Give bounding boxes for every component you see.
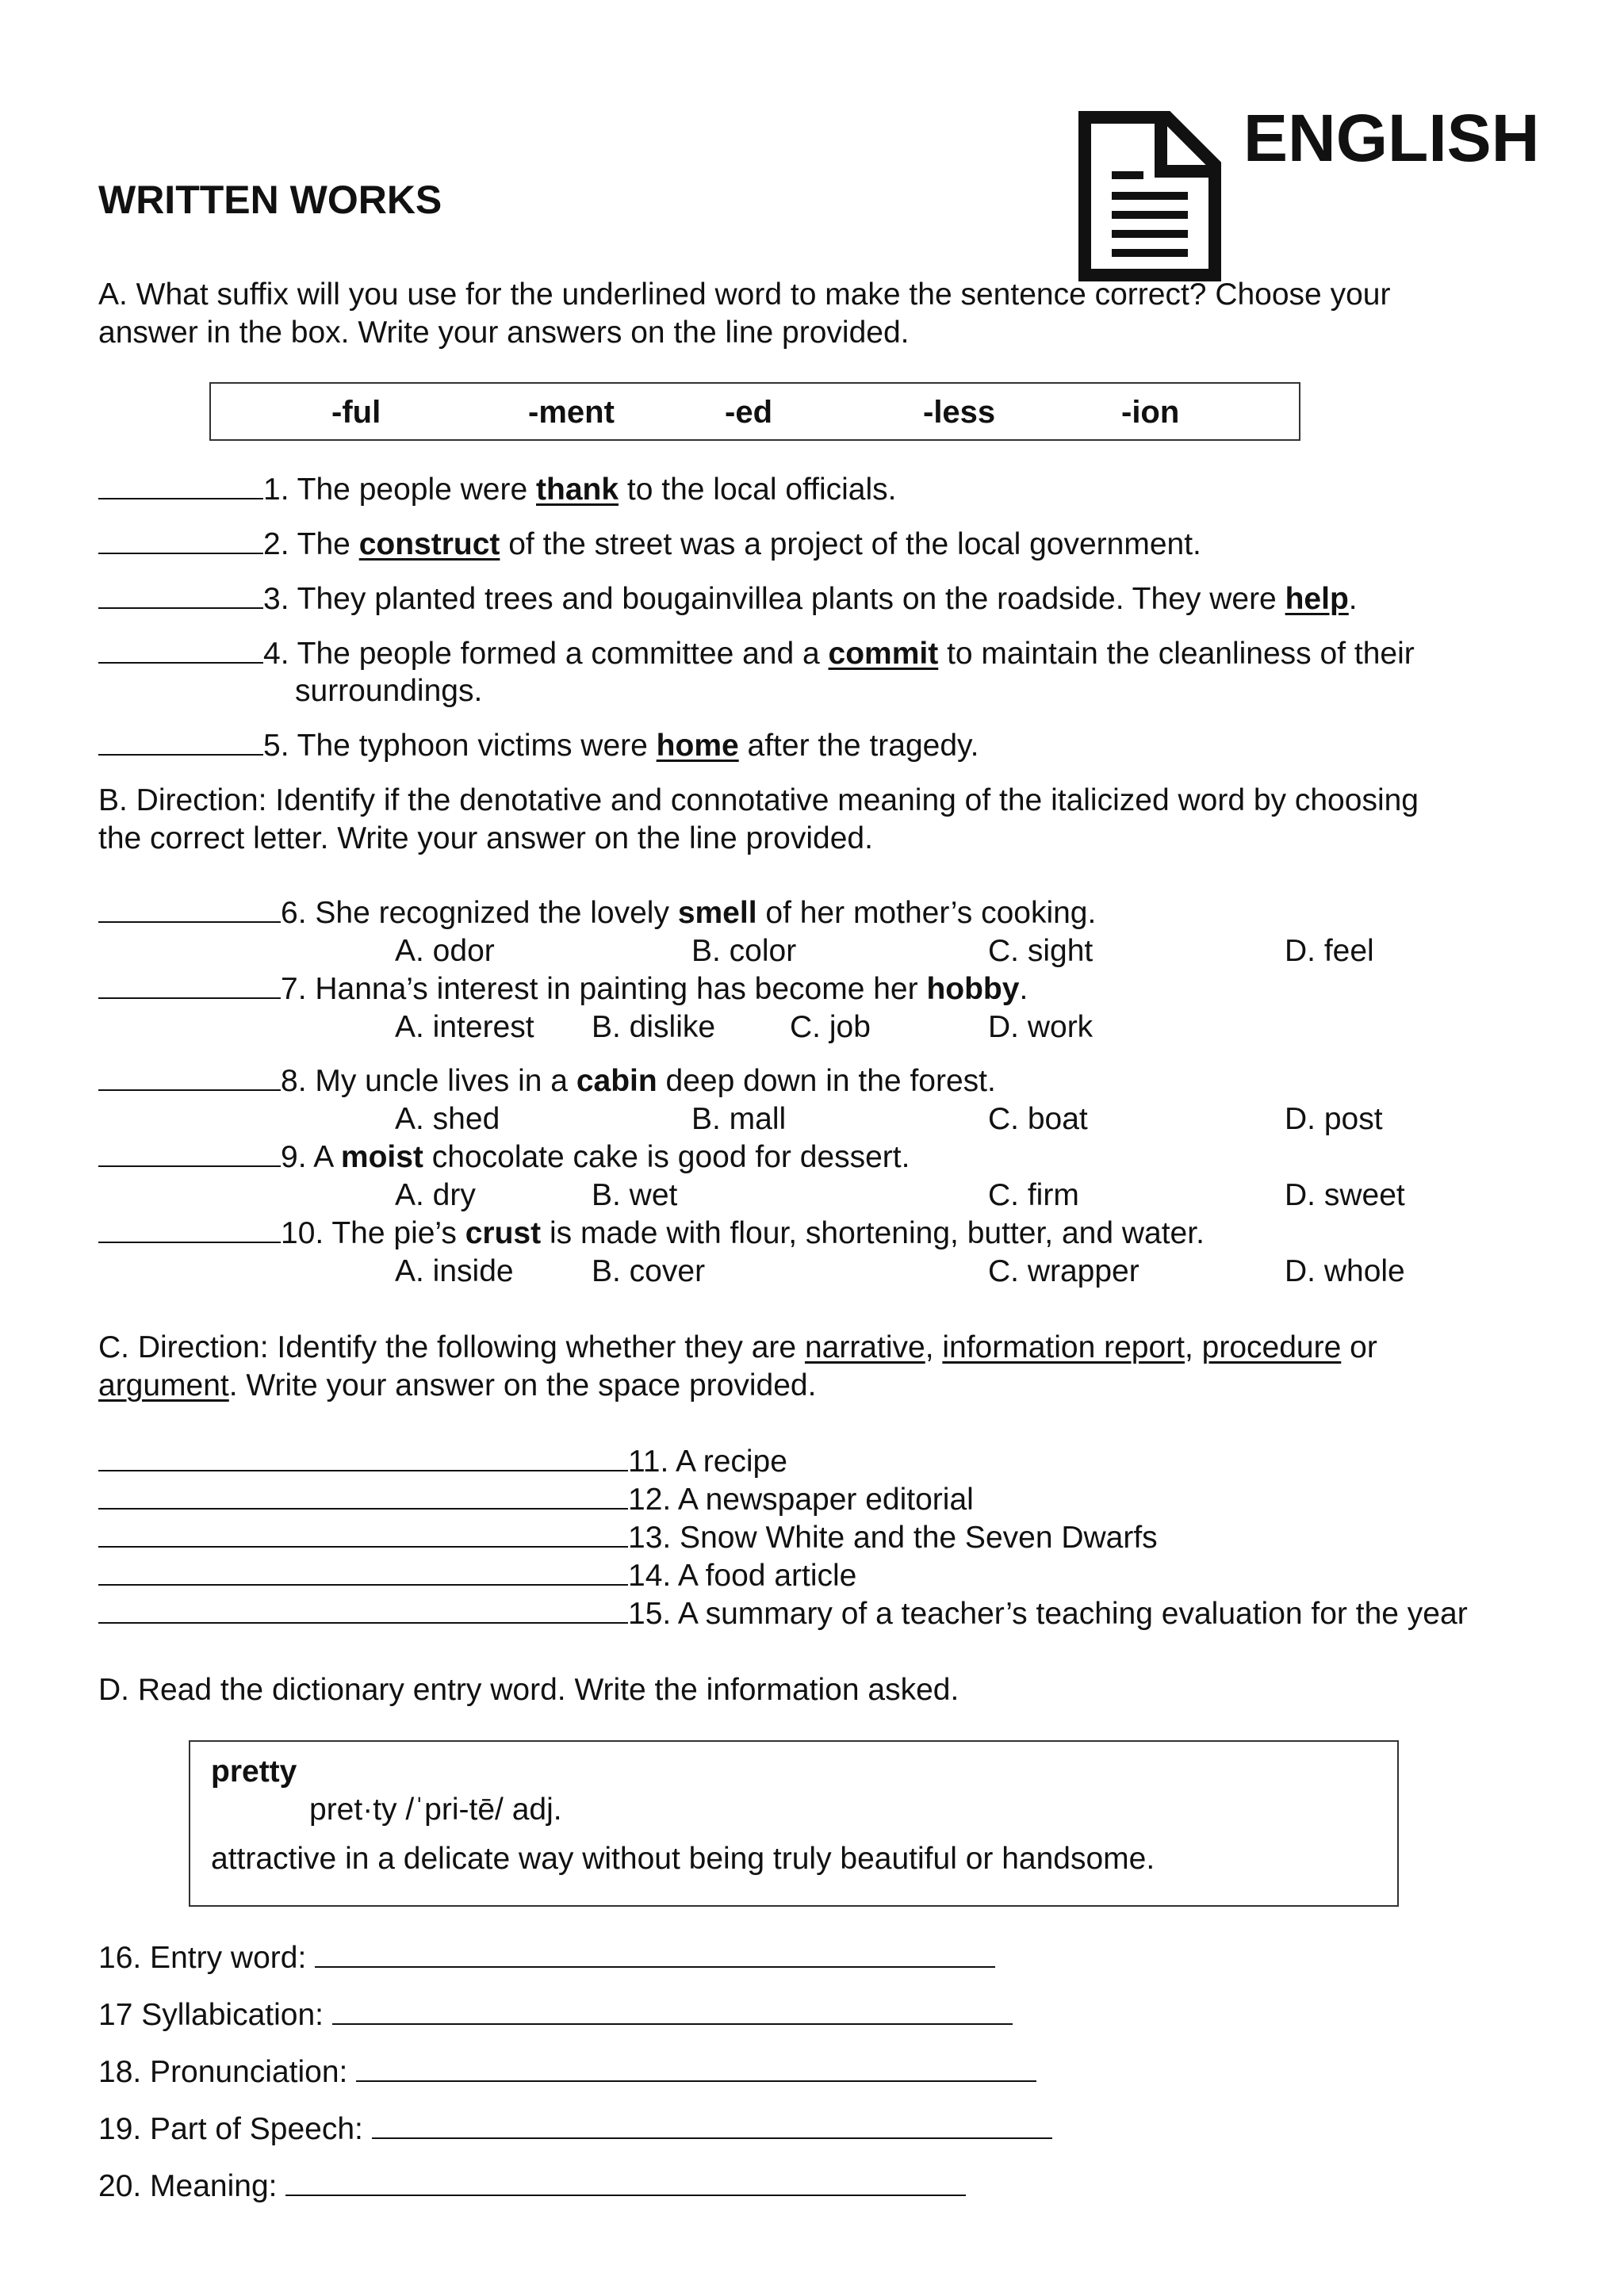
answer-line[interactable] xyxy=(98,1218,281,1243)
answer-line[interactable] xyxy=(372,2114,1052,2139)
section-c-instruction: C. Direction: Identify the following whether they are narrative, information report, procedure or xyxy=(98,1330,1377,1364)
answer-line[interactable] xyxy=(98,529,263,554)
answer-line[interactable] xyxy=(332,1999,1013,2025)
question-12: 12. A newspaper editorial xyxy=(98,1481,974,1519)
entry-meaning: attractive in a delicate way without being truly beautiful or handsome. xyxy=(211,1842,1155,1876)
answer-line[interactable] xyxy=(98,474,263,499)
suffix-option: -ed xyxy=(725,395,772,430)
choice-a: A. dry xyxy=(395,1178,476,1212)
choice-b: B. cover xyxy=(592,1254,706,1288)
choice-c: C. sight xyxy=(988,934,1094,968)
choice-d: D. feel xyxy=(1285,934,1374,968)
question-1: 1. The people were thank to the local officials. xyxy=(98,471,897,509)
question-4: 4. The people formed a committee and a commit to maintain the cleanliness of their xyxy=(98,635,1415,673)
question-17: 17 Syllabication: xyxy=(98,1996,1013,2034)
answer-line[interactable] xyxy=(98,974,281,999)
question-18: 18. Pronunciation: xyxy=(98,2053,1036,2091)
question-15: 15. A summary of a teacher’s teaching evaluation for the year xyxy=(98,1595,1468,1633)
section-d-instruction: D. Read the dictionary entry word. Write the information asked. xyxy=(98,1673,959,1707)
suffix-box xyxy=(209,382,1300,441)
subject-title: ENGLISH xyxy=(1243,101,1540,175)
choice-c: C. boat xyxy=(988,1102,1088,1136)
answer-line[interactable] xyxy=(98,1066,281,1091)
choice-b: B. color xyxy=(691,934,797,968)
choice-c: C. job xyxy=(790,1010,871,1044)
entry-word: pretty xyxy=(211,1755,297,1789)
answer-line[interactable] xyxy=(98,1446,628,1471)
choice-c: C. wrapper xyxy=(988,1254,1139,1288)
question-11: 11. A recipe xyxy=(98,1443,787,1481)
question-4-cont: surroundings. xyxy=(295,674,483,708)
question-14: 14. A food article xyxy=(98,1557,856,1595)
question-7: 7. Hanna’s interest in painting has become her hobby. xyxy=(98,970,1028,1008)
question-19: 19. Part of Speech: xyxy=(98,2110,1052,2149)
answer-line[interactable] xyxy=(356,2057,1036,2082)
question-9: 9. A moist chocolate cake is good for dessert. xyxy=(98,1138,910,1177)
answer-line[interactable] xyxy=(98,584,263,609)
suffix-option: -ion xyxy=(1121,395,1180,430)
entry-syllabication: pret·ty /ˈpri-tē/ adj. xyxy=(309,1793,562,1827)
choice-a: A. odor xyxy=(395,934,495,968)
choice-c: C. firm xyxy=(988,1178,1079,1212)
answer-line[interactable] xyxy=(98,730,263,756)
question-8: 8. My uncle lives in a cabin deep down in the forest. xyxy=(98,1062,996,1100)
section-a-instruction: A. What suffix will you use for the underlined word to make the sentence correct? Choose your xyxy=(98,277,1391,312)
answer-line[interactable] xyxy=(98,1560,628,1586)
choice-b: B. mall xyxy=(691,1102,787,1136)
choice-b: B. dislike xyxy=(592,1010,716,1044)
choice-d: D. whole xyxy=(1285,1254,1405,1288)
question-5: 5. The typhoon victims were home after the tragedy. xyxy=(98,727,979,765)
question-6: 6. She recognized the lovely smell of her mother’s cooking. xyxy=(98,894,1096,932)
section-b-instruction-cont: the correct letter. Write your answer on the line provided. xyxy=(98,821,873,855)
answer-line[interactable] xyxy=(315,1942,995,1968)
question-2: 2. The construct of the street was a project of the local government. xyxy=(98,526,1201,564)
choice-a: A. interest xyxy=(395,1010,534,1044)
suffix-option: -ment xyxy=(528,395,615,430)
dictionary-entry-box xyxy=(189,1740,1399,1907)
suffix-option: -ful xyxy=(331,395,381,430)
question-10: 10. The pie’s crust is made with flour, shortening, butter, and water. xyxy=(98,1215,1205,1253)
choice-d: D. sweet xyxy=(1285,1178,1405,1212)
answer-line[interactable] xyxy=(98,1522,628,1548)
question-16: 16. Entry word: xyxy=(98,1939,995,1977)
question-13: 13. Snow White and the Seven Dwarfs xyxy=(98,1519,1158,1557)
page-title: WRITTEN WORKS xyxy=(98,178,442,222)
answer-line[interactable] xyxy=(98,638,263,664)
answer-line[interactable] xyxy=(285,2171,966,2196)
answer-line[interactable] xyxy=(98,1598,628,1624)
question-20: 20. Meaning: xyxy=(98,2168,966,2206)
question-3: 3. They planted trees and bougainvillea plants on the roadside. They were help. xyxy=(98,580,1358,618)
answer-line[interactable] xyxy=(98,897,281,923)
section-c-instruction-cont: argument. Write your answer on the space provided. xyxy=(98,1368,817,1402)
suffix-option: -less xyxy=(923,395,996,430)
choice-b: B. wet xyxy=(592,1178,678,1212)
choice-d: D. post xyxy=(1285,1102,1383,1136)
answer-line[interactable] xyxy=(98,1142,281,1167)
choice-d: D. work xyxy=(988,1010,1094,1044)
choice-a: A. shed xyxy=(395,1102,500,1136)
document-icon xyxy=(1078,111,1221,285)
answer-line[interactable] xyxy=(98,1484,628,1510)
choice-a: A. inside xyxy=(395,1254,514,1288)
section-a-instruction-cont: answer in the box. Write your answers on the line provided. xyxy=(98,316,910,350)
section-b-instruction: B. Direction: Identify if the denotative and connotative meaning of the italicized word by choosing xyxy=(98,783,1419,817)
